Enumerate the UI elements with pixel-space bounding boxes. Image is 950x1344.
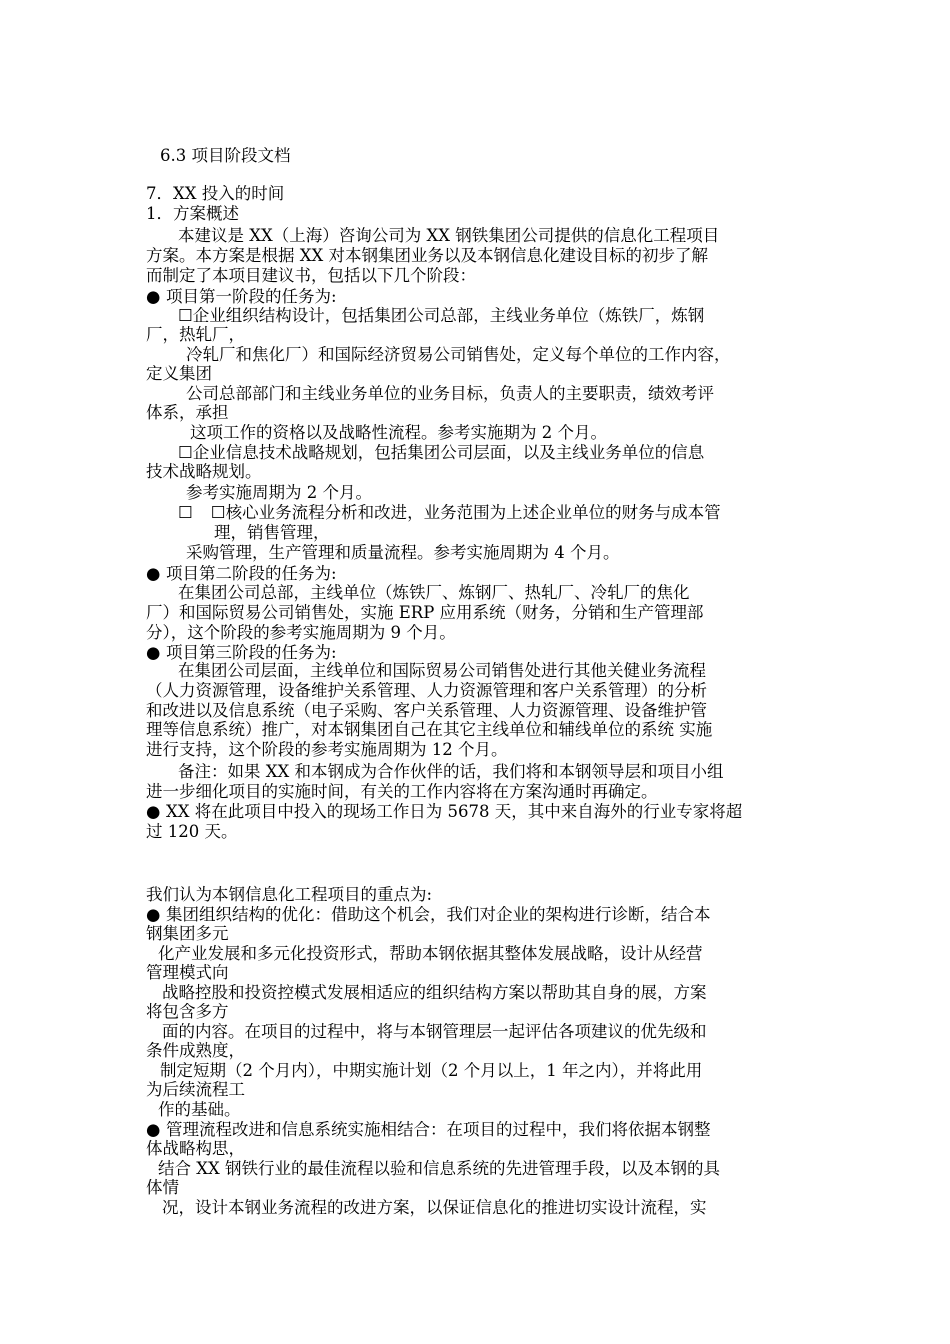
section-heading-1: 1．方案概述 bbox=[146, 204, 239, 223]
focus1-line-4: 管理模式向 bbox=[146, 963, 229, 982]
phase1-line-5: 公司总部部门和主线业务单位的业务目标，负责人的主要职责，绩效考评 bbox=[186, 384, 714, 403]
phase1-line-2: 厂，热轧厂， bbox=[146, 325, 245, 344]
focus-intro: 我们认为本钢信息化工程项目的重点为: bbox=[146, 885, 433, 904]
phase1-line-6: 体系，承担 bbox=[146, 403, 229, 422]
focus1-line-3: 化产业发展和多元化投资形式，帮助本钢依据其整体发展战略，设计从经营 bbox=[158, 944, 703, 963]
phase3-title: ● 项目第三阶段的任务为: bbox=[146, 643, 337, 662]
phase2-line-1: 在集团公司总部，主线单位（炼铁厂、炼钢厂、热轧厂、冷轧厂的焦化 bbox=[178, 583, 690, 602]
phase1-line-7: 这项工作的资格以及战略性流程。参考实施期为 2 个月。 bbox=[190, 423, 607, 442]
section-heading-7: 7．XX 投入的时间 bbox=[146, 184, 285, 203]
phase2-title: ● 项目第二阶段的任务为: bbox=[146, 564, 337, 583]
focus1-line-7: 面的内容。在项目的过程中，将与本钢管理层一起评估各项建议的优先级和 bbox=[162, 1022, 707, 1041]
phase3-line-1: 在集团公司层面，主线单位和国际贸易公司销售处进行其他关健业务流程 bbox=[178, 661, 706, 680]
days-line-2: 过 120 天。 bbox=[146, 822, 238, 841]
phase1-line-3: 冷轧厂和焦化厂）和国际经济贸易公司销售处，定义每个单位的工作内容， bbox=[186, 345, 731, 364]
focus1-line-10: 为后续流程工 bbox=[146, 1080, 245, 1099]
phase3-line-4: 理等信息系统）推广，对本钢集团自己在其它主线单位和辅线单位的系统 实施 bbox=[146, 720, 713, 739]
bullet-icon: ● bbox=[146, 802, 161, 821]
phase3-line-3: 和改进以及信息系统（电子采购、客户关系管理、人力资源管理、设备维护管 bbox=[146, 701, 707, 720]
phase1-title: ● 项目第一阶段的任务为: bbox=[146, 287, 337, 306]
focus2-line-4: 体情 bbox=[146, 1178, 179, 1197]
focus1-line-1: ● 集团组织结构的优化：借助这个机会，我们对企业的架构进行诊断，结合本 bbox=[146, 905, 711, 924]
phase2-line-3: 分），这个阶段的参考实施周期为 9 个月。 bbox=[146, 623, 456, 642]
focus1-line-9: 制定短期（2 个月内），中期实施计划（2 个月以上，1 年之内），并将此用 bbox=[160, 1061, 703, 1080]
bullet-icon: ● bbox=[146, 287, 161, 306]
phase1-line-4: 定义集团 bbox=[146, 364, 212, 383]
section-heading-6-3: 6.3 项目阶段文档 bbox=[160, 146, 291, 165]
phase3-line-5: 进行支持，这个阶段的参考实施周期为 12 个月。 bbox=[146, 740, 508, 759]
bullet-icon: ● bbox=[146, 564, 161, 583]
phase1-line-13: 采购管理，生产管理和质量流程。参考实施周期为 4 个月。 bbox=[186, 543, 620, 562]
phase1-line-10: 参考实施周期为 2 个月。 bbox=[186, 483, 372, 502]
focus2-line-5: 况，设计本钢业务流程的改进方案，以保证信息化的推进切实设计流程，实 bbox=[162, 1198, 707, 1217]
focus1-line-5: 战略控股和投资控模式发展相适应的组织结构方案以帮助其自身的展，方案 bbox=[162, 983, 707, 1002]
phase1-line-12: 理，销售管理， bbox=[214, 523, 330, 542]
phase3-line-2: （人力资源管理，设备维护关系管理、人力资源管理和客户关系管理）的分析 bbox=[146, 681, 707, 700]
intro-line-3: 而制定了本项目建议书，包括以下几个阶段： bbox=[146, 266, 476, 285]
focus2-line-3: 结合 XX 钢铁行业的最佳流程以验和信息系统的先进管理手段，以及本钢的具 bbox=[158, 1159, 720, 1178]
focus2-line-1: ● 管理流程改进和信息系统实施相结合：在项目的过程中，我们将依据本钢整 bbox=[146, 1120, 711, 1139]
focus2-line-2: 体战略构思， bbox=[146, 1139, 245, 1158]
intro-line-2: 方案。本方案是根据 XX 对本钢集团业务以及本钢信息化建设目标的初步了解 bbox=[146, 246, 708, 265]
focus1-line-6: 将包含多方 bbox=[146, 1002, 229, 1021]
bullet-icon: ● bbox=[146, 1120, 161, 1139]
note-line-2: 进一步细化项目的实施时间，有关的工作内容将在方案沟通时再确定。 bbox=[146, 782, 658, 801]
phase1-line-8: ☐企业信息技术战略规划，包括集团公司层面，以及主线业务单位的信息 bbox=[178, 443, 705, 462]
focus1-line-8: 条件成熟度， bbox=[146, 1041, 245, 1060]
phase2-line-2: 厂）和国际贸易公司销售处，实施 ERP 应用系统（财务，分销和生产管理部 bbox=[146, 603, 704, 622]
intro-line-1: 本建议是 XX（上海）咨询公司为 XX 钢铁集团公司提供的信息化工程项目 bbox=[178, 226, 720, 245]
days-line-1: ● XX 将在此项目中投入的现场工作日为 5678 天，其中来自海外的行业专家将超 bbox=[146, 802, 743, 821]
focus1-line-11: 作的基础。 bbox=[158, 1100, 241, 1119]
note-line-1: 备注：如果 XX 和本钢成为合作伙伴的话，我们将和本钢领导层和项目小组 bbox=[178, 762, 724, 781]
focus1-line-2: 钢集团多元 bbox=[146, 924, 229, 943]
phase1-line-1: ☐企业组织结构设计，包括集团公司总部，主线业务单位（炼铁厂，炼钢 bbox=[178, 306, 705, 325]
phase1-line-9: 技术战略规划。 bbox=[146, 462, 262, 481]
bullet-icon: ● bbox=[146, 905, 161, 924]
checkbox-icon: ☐ bbox=[178, 503, 193, 522]
phase1-line-11: ☐ ☐核心业务流程分析和改进，业务范围为上述企业单位的财务与成本管 bbox=[178, 503, 721, 522]
bullet-icon: ● bbox=[146, 643, 161, 662]
